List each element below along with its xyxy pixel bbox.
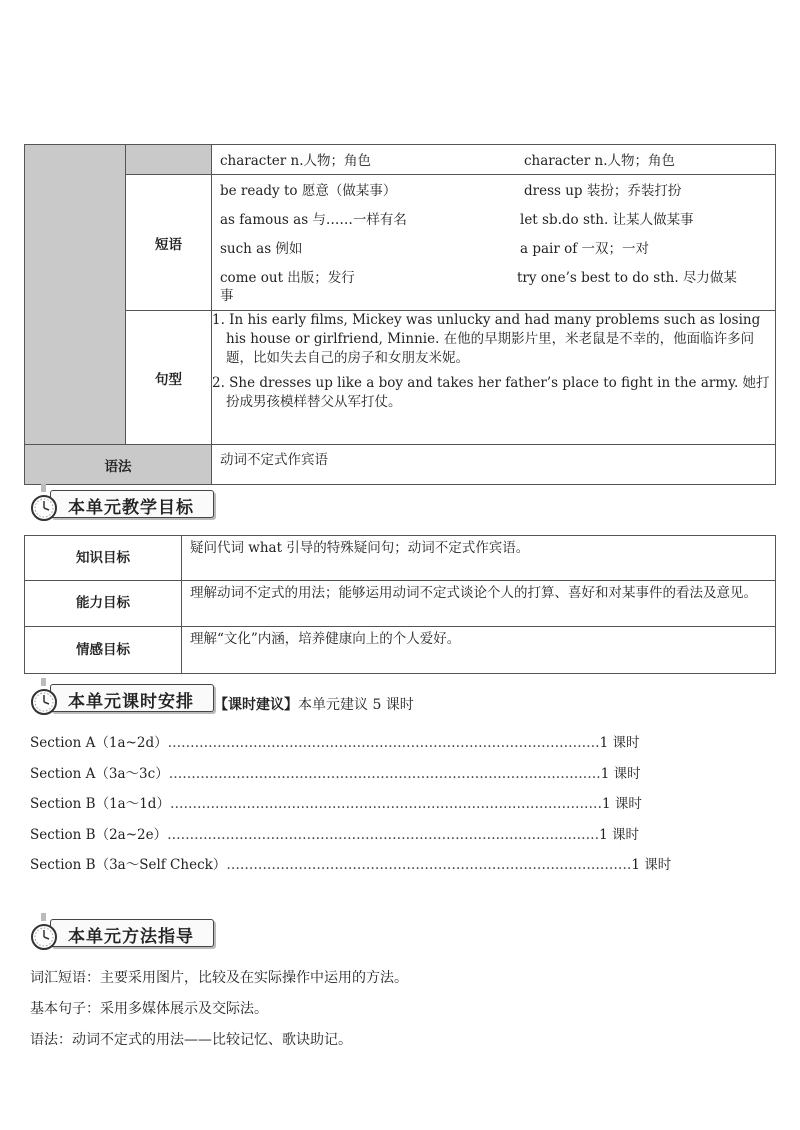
schedule-hours: 1 课时 (601, 796, 642, 812)
goals-banner (28, 490, 214, 520)
category-cell (25, 145, 126, 445)
phrase-row (212, 233, 775, 262)
schedule-dots: …………………………………………………………………………………… (167, 827, 600, 843)
schedule-hours: 1 课时 (599, 735, 640, 751)
schedule-item (30, 853, 671, 873)
sentences-cell (212, 311, 776, 445)
phrase-row (212, 262, 775, 310)
phrase-right: a pair of 一双；一对 (520, 241, 650, 257)
schedule-dots: …………………………………………………………………………………… (169, 796, 602, 812)
schedule-name: Section B（3a～Self Check） (30, 857, 227, 873)
sentences-label: 句型 (126, 311, 212, 445)
suggestion-label: 【课时建议】 (214, 697, 298, 713)
goal-label: 情感目标 (25, 627, 182, 674)
phrase-left: come out 出版；发行 (220, 270, 355, 286)
vocab-table (24, 144, 776, 485)
word-left: character n.人物；角色 (220, 153, 372, 169)
goal-label: 能力目标 (25, 581, 182, 627)
phrase-row (212, 204, 775, 233)
schedule-item (30, 731, 639, 751)
goal-value: 理解动词不定式的用法；能够运用动词不定式谈论个人的打算、喜好和对某事件的看法及意见。 (182, 581, 776, 627)
word-row-cell (212, 145, 776, 175)
schedule-name: Section B（1a～1d） (30, 796, 170, 812)
phrase-right: let sb.do sth. 让某人做某事 (520, 212, 694, 228)
method-line: 语法：动词不定式的用法——比较记忆、歌诀助记。 (30, 1032, 352, 1048)
sentence: 1. In his early films, Mickey was unlucky and had many problems such as losing his house or girlfriend, Minnie. 在他的早期影片里，米老鼠是不幸的，他面临许多问题，比如失去自己的房子和女朋友米妮。 (212, 312, 761, 366)
goals-table (24, 535, 776, 674)
phrase-left: such as 例如 (220, 241, 303, 257)
phrases-label: 短语 (126, 175, 212, 311)
schedule-name: Section B（2a~2e） (30, 827, 168, 843)
schedule-item (30, 762, 641, 782)
schedule-hours: 1 课时 (631, 857, 672, 873)
grammar-value: 动词不定式作宾语 (212, 445, 776, 485)
clock-icon (28, 678, 68, 718)
clock-icon (28, 484, 68, 524)
sentence: 2. She dresses up like a boy and takes her father’s place to fight in the army. 她打扮成男孩模样替父从军打仗。 (212, 375, 770, 410)
schedule-dots: …………………………………………………………………………………… (167, 735, 600, 751)
schedule-dots: ……………………………………………………………………………… (226, 857, 632, 873)
phrase-right: dress up 装扮；乔装打扮 (524, 183, 682, 199)
phrase-wrap: 事 (220, 288, 234, 304)
method-line: 词汇短语：主要采用图片，比较及在实际操作中运用的方法。 (30, 970, 408, 986)
word-label-cell (126, 145, 212, 175)
phrases-cell (212, 175, 776, 311)
schedule-item (30, 823, 639, 843)
section-title: 本单元教学目标 (68, 498, 194, 518)
schedule-hours: 1 课时 (599, 827, 639, 843)
schedule-item (30, 792, 642, 812)
goal-label: 知识目标 (25, 536, 182, 581)
grammar-label: 语法 (25, 445, 212, 485)
suggestion-text: 本单元建议 5 课时 (298, 697, 414, 713)
phrase-left: be ready to 愿意（做某事） (220, 183, 397, 199)
method-line: 基本句子：采用多媒体展示及交际法。 (30, 1001, 268, 1017)
section-title: 本单元方法指导 (68, 927, 194, 947)
goal-value: 理解“文化”内涵，培养健康向上的个人爱好。 (182, 627, 776, 674)
section-title: 本单元课时安排 (68, 692, 194, 712)
phrase-right: try one’s best to do sth. 尽力做某 (517, 270, 737, 286)
word-row (212, 145, 775, 174)
phrase-left: as famous as 与……一样有名 (220, 212, 407, 228)
schedule-suggestion (214, 694, 414, 714)
goal-value: 疑问代词 what 引导的特殊疑问句；动词不定式作宾语。 (182, 536, 776, 581)
clock-icon (28, 913, 68, 953)
schedule-hours: 1 课时 (600, 766, 641, 782)
schedule-dots: …………………………………………………………………………………… (168, 766, 601, 782)
phrase-row (212, 175, 775, 204)
method-banner (28, 919, 214, 949)
schedule-banner (28, 684, 214, 714)
schedule-name: Section A（3a～3c） (30, 766, 169, 782)
word-right: character n.人物；角色 (524, 153, 676, 169)
schedule-name: Section A（1a~2d） (30, 735, 168, 751)
